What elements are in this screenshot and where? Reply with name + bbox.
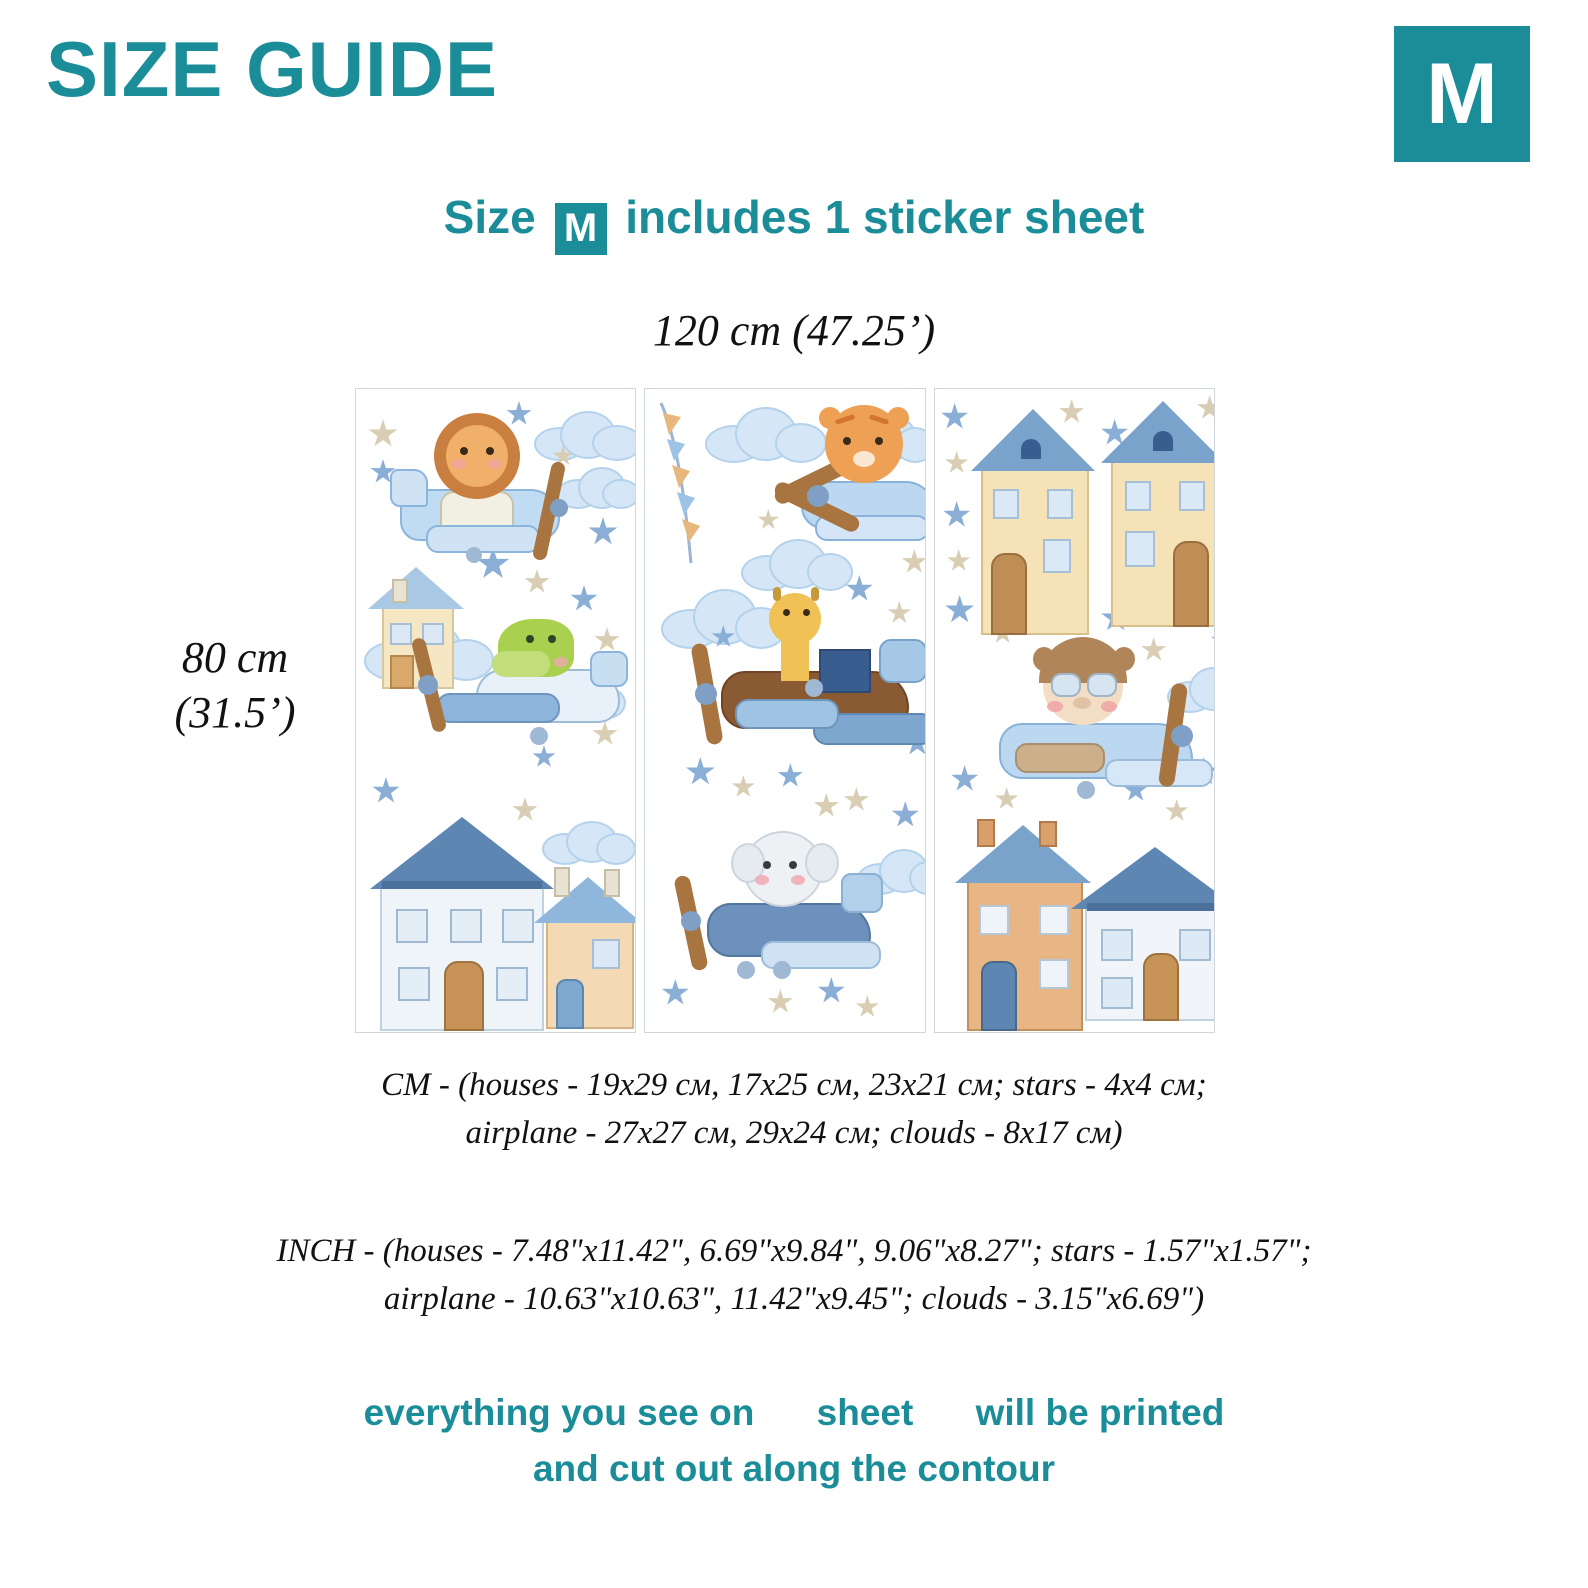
subtitle-size-badge: M (555, 203, 607, 255)
star-icon (945, 451, 969, 475)
subtitle (0, 190, 1588, 255)
inch-line-1: INCH - (houses - 7.48"x11.42", 6.69"x9.84", 9.06"x8.27"; stars - 1.57"x1.57"; (276, 1233, 1312, 1269)
star-icon (570, 585, 598, 613)
giraffe-in-airplane-sticker (673, 587, 925, 773)
star-icon (372, 777, 400, 805)
footer-line-2: and cut out along the contour (532, 1447, 1056, 1489)
small-blue-house-sticker (534, 867, 636, 1027)
tiger-in-airplane-sticker (757, 403, 925, 573)
dimension-height-cm: 80 cm (181, 633, 289, 682)
cm-measurements (90, 1062, 1498, 1158)
footer-part-3: will be printed (975, 1392, 1225, 1433)
subtitle-after: includes 1 sticker sheet (625, 191, 1145, 243)
star-icon (588, 517, 618, 547)
cm-line-1: CM - (houses - 19x29 см, 17x25 см, 23x21 см; stars - 4x4 см; (381, 1067, 1207, 1103)
inch-line-2: airplane - 10.63"x10.63", 11.42"x9.45"; clouds - 3.15"x6.69") (383, 1280, 1205, 1317)
pilot-bear-in-airplane-sticker (955, 627, 1215, 817)
sticker-sheets (355, 388, 1215, 1033)
cm-line-2: airplane - 27x27 см, 29x24 см; clouds - 8x17 см) (465, 1114, 1123, 1151)
inch-measurements (60, 1228, 1528, 1324)
subtitle-before: Size (443, 191, 536, 243)
blue-roof-house-sticker (370, 817, 560, 1027)
lion-in-airplane-sticker (382, 407, 592, 567)
dimension-height-label (120, 630, 350, 740)
sticker-sheet-3 (934, 388, 1215, 1033)
blue-roof-house-sticker (1071, 841, 1215, 1021)
star-icon (947, 549, 971, 573)
star-icon (767, 989, 793, 1015)
tall-house-sticker (971, 403, 1095, 633)
star-icon (731, 775, 755, 799)
footer-line-1 (0, 1385, 1588, 1441)
footer-note (0, 1385, 1588, 1496)
size-badge-corner: M (1394, 26, 1530, 162)
star-icon (943, 501, 971, 529)
elephant-in-airplane-sticker (665, 809, 895, 989)
star-icon (855, 995, 879, 1019)
dimension-width-label: 120 cm (47.25’) (652, 306, 936, 355)
crocodile-in-airplane-sticker (414, 617, 634, 767)
sticker-sheet-1 (355, 388, 636, 1033)
dimension-height-inch: (31.5’) (174, 688, 296, 737)
star-icon (891, 801, 919, 829)
star-icon (524, 569, 550, 595)
footer-part-1: everything you see on (363, 1392, 755, 1433)
footer-part-2: sheet (816, 1392, 914, 1433)
sticker-sheet-2 (644, 388, 925, 1033)
star-icon (941, 403, 969, 431)
tall-house-sticker (1101, 395, 1215, 625)
page-title: SIZE GUIDE (46, 25, 499, 113)
